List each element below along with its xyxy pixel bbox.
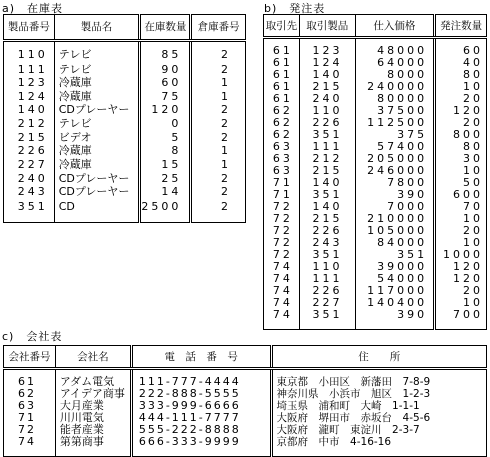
cell-company-name: 川川電気	[55, 412, 131, 424]
cell-warehouse-no: 1	[191, 90, 246, 104]
cell-phone: 111-777-4444	[131, 369, 271, 389]
order-header-row	[264, 15, 487, 38]
cell-product: 215	[299, 213, 355, 225]
cell-product-name: テレビ	[54, 41, 140, 63]
cell-order-qty: 120	[435, 105, 487, 117]
cell-product: 110	[299, 261, 355, 273]
inventory-row	[4, 172, 246, 186]
cell-product-name: 冷蔵庫	[54, 158, 140, 172]
cell-stock-qty: 15	[140, 158, 191, 172]
cell-phone: 222-888-5555	[131, 388, 271, 400]
inventory-row	[4, 158, 246, 172]
cell-product: 240	[299, 93, 355, 105]
inventory-row	[4, 199, 246, 222]
company-header-id: 会社番号	[4, 346, 56, 369]
cell-stock-qty: 2500	[140, 199, 191, 222]
cell-product-no: 227	[17, 157, 48, 171]
company-row	[4, 369, 487, 389]
cell-product: 215	[299, 165, 355, 177]
inventory-header-product-no: 製品番号	[4, 15, 55, 41]
cell-order-qty: 60	[435, 38, 487, 58]
cell-warehouse-no: 2	[191, 199, 246, 222]
cell-price: 112500	[355, 117, 435, 129]
cell-price: 8000	[355, 69, 435, 81]
cell-product: 351	[299, 129, 355, 141]
inventory-header-product-name: 製品名	[54, 15, 140, 41]
inventory-table-body	[4, 41, 246, 223]
cell-product-no: 226	[17, 144, 48, 158]
cell-company-name: 能者産業	[55, 424, 131, 436]
cell-address: 神奈川県 小浜市 旭区 1-2-3	[271, 388, 486, 400]
cell-company-name: 大月産業	[55, 400, 131, 412]
cell-company-id: 72	[18, 423, 36, 436]
cell-price: 205000	[355, 153, 435, 165]
inventory-header-stock-qty: 在庫数量	[140, 15, 191, 41]
cell-order-qty: 20	[435, 117, 487, 129]
cell-supplier: 71	[272, 188, 293, 201]
cell-price: 7000	[355, 201, 435, 213]
cell-product: 212	[299, 153, 355, 165]
cell-supplier: 61	[272, 92, 293, 105]
order-table	[263, 14, 487, 330]
cell-company-name: アダム電気	[55, 369, 131, 389]
inventory-row	[4, 63, 246, 77]
cell-warehouse-no: 1	[191, 145, 246, 159]
cell-price: 246000	[355, 165, 435, 177]
cell-product: 140	[299, 201, 355, 213]
cell-stock-qty: 25	[140, 172, 191, 186]
order-row	[264, 38, 487, 58]
cell-company-id: 61	[18, 375, 36, 388]
cell-order-qty: 10	[435, 237, 487, 249]
cell-company-id: 63	[18, 399, 36, 412]
cell-product-no: 140	[17, 103, 48, 117]
cell-address: 埼玉県 浦和町 大崎 1-1-1	[271, 400, 486, 412]
cell-stock-qty: 75	[140, 90, 191, 104]
inventory-row	[4, 131, 246, 145]
cell-order-qty: 20	[435, 285, 487, 297]
cell-order-qty: 800	[435, 129, 487, 141]
cell-warehouse-no: 2	[191, 131, 246, 145]
cell-warehouse-no: 2	[191, 117, 246, 131]
cell-product-name: CDプレーヤー	[54, 172, 140, 186]
cell-product-name: テレビ	[54, 117, 140, 131]
cell-warehouse-no: 2	[191, 172, 246, 186]
cell-price: 37500	[355, 105, 435, 117]
cell-product-no: 215	[17, 130, 48, 144]
cell-price: 39000	[355, 261, 435, 273]
cell-supplier: 72	[272, 200, 293, 213]
cell-price: 7800	[355, 177, 435, 189]
section-b-label: b) 発注表	[264, 2, 326, 15]
inventory-row	[4, 41, 246, 63]
cell-company-id: 62	[18, 387, 36, 400]
cell-price: 390	[355, 309, 435, 330]
cell-order-qty: 10	[435, 81, 487, 93]
cell-product-no: 212	[17, 117, 48, 131]
order-header-price: 仕入価格	[355, 15, 435, 38]
cell-supplier: 72	[272, 248, 293, 261]
cell-product-no: 124	[17, 89, 48, 103]
cell-product-name: CD	[54, 199, 140, 222]
cell-product: 110	[299, 105, 355, 117]
cell-order-qty: 120	[435, 261, 487, 273]
cell-product: 215	[299, 81, 355, 93]
cell-product-name: ビデオ	[54, 131, 140, 145]
cell-supplier: 62	[272, 128, 293, 141]
order-table-body	[264, 38, 487, 330]
cell-product-no: 240	[17, 171, 48, 185]
cell-product-no: 351	[17, 199, 48, 213]
cell-price: 240000	[355, 81, 435, 93]
cell-price: 140400	[355, 297, 435, 309]
cell-supplier: 62	[272, 104, 293, 117]
cell-order-qty: 40	[435, 57, 487, 69]
order-header-order-qty: 発注数量	[435, 15, 487, 38]
inventory-row	[4, 185, 246, 199]
cell-stock-qty: 8	[140, 145, 191, 159]
cell-supplier: 62	[272, 116, 293, 129]
cell-supplier: 61	[272, 80, 293, 93]
cell-address: 大阪府 瀧町 東淀川 2-3-7	[271, 424, 486, 436]
cell-address: 東京都 小田区 新藩田 7-8-9	[271, 369, 486, 389]
cell-warehouse-no: 2	[191, 63, 246, 77]
cell-price: 117000	[355, 285, 435, 297]
cell-stock-qty: 0	[140, 117, 191, 131]
cell-order-qty: 80	[435, 141, 487, 153]
cell-order-qty: 600	[435, 189, 487, 201]
cell-stock-qty: 90	[140, 63, 191, 77]
cell-product: 226	[299, 225, 355, 237]
cell-order-qty: 10	[435, 297, 487, 309]
inventory-row	[4, 90, 246, 104]
inventory-row	[4, 76, 246, 90]
cell-company-id: 71	[18, 411, 36, 424]
cell-product: 351	[299, 309, 355, 330]
cell-order-qty: 10	[435, 165, 487, 177]
cell-order-qty: 30	[435, 153, 487, 165]
order-row	[264, 165, 487, 177]
company-header-name: 会社名	[55, 346, 131, 369]
cell-product: 226	[299, 285, 355, 297]
cell-product-name: 冷蔵庫	[54, 145, 140, 159]
cell-product-no: 111	[17, 62, 48, 76]
cell-product: 140	[299, 69, 355, 81]
cell-product-no: 110	[17, 48, 48, 62]
company-table	[3, 345, 487, 457]
cell-order-qty: 120	[435, 273, 487, 285]
cell-phone: 333-999-6666	[131, 400, 271, 412]
cell-supplier: 61	[272, 44, 293, 57]
cell-supplier: 63	[272, 140, 293, 153]
cell-product: 140	[299, 177, 355, 189]
cell-price: 57400	[355, 141, 435, 153]
cell-price: 54000	[355, 273, 435, 285]
cell-address: 京都府 中市 4-16-16	[271, 436, 486, 457]
cell-supplier: 74	[272, 260, 293, 273]
cell-product-name: CDプレーヤー	[54, 104, 140, 118]
cell-warehouse-no: 2	[191, 185, 246, 199]
cell-warehouse-no: 2	[191, 104, 246, 118]
cell-order-qty: 50	[435, 177, 487, 189]
cell-product: 227	[299, 297, 355, 309]
cell-stock-qty: 5	[140, 131, 191, 145]
cell-stock-qty: 120	[140, 104, 191, 118]
cell-product: 111	[299, 273, 355, 285]
cell-price: 375	[355, 129, 435, 141]
cell-stock-qty: 85	[140, 41, 191, 63]
inventory-table	[3, 14, 246, 223]
order-row	[264, 225, 487, 237]
cell-phone: 555-222-8888	[131, 424, 271, 436]
cell-supplier: 63	[272, 164, 293, 177]
cell-product: 226	[299, 117, 355, 129]
inventory-row	[4, 104, 246, 118]
order-row	[264, 81, 487, 93]
cell-order-qty: 10	[435, 213, 487, 225]
order-header-supplier: 取引先	[264, 15, 300, 38]
cell-warehouse-no: 1	[191, 76, 246, 90]
cell-order-qty: 70	[435, 201, 487, 213]
cell-phone: 666-333-9999	[131, 436, 271, 457]
cell-supplier: 74	[272, 284, 293, 297]
cell-price: 390	[355, 189, 435, 201]
cell-phone: 444-111-7777	[131, 412, 271, 424]
company-header-row	[4, 346, 487, 369]
cell-order-qty: 20	[435, 93, 487, 105]
company-header-phone: 電 話 番 号	[131, 346, 271, 369]
section-c-label: c) 会社表	[2, 330, 63, 343]
company-row	[4, 436, 487, 457]
inventory-row	[4, 145, 246, 159]
inventory-header-row	[4, 15, 246, 41]
order-row	[264, 129, 487, 141]
cell-address: 大阪府 堺田市 赤坂台 4-5-6	[271, 412, 486, 424]
cell-supplier: 61	[272, 68, 293, 81]
cell-product: 111	[299, 141, 355, 153]
cell-supplier: 61	[272, 56, 293, 69]
cell-price: 64000	[355, 57, 435, 69]
cell-price: 351	[355, 249, 435, 261]
cell-order-qty: 80	[435, 69, 487, 81]
company-header-address: 住 所	[271, 346, 486, 369]
cell-company-id: 74	[18, 435, 36, 448]
section-a-label: a) 在庫表	[2, 2, 64, 15]
cell-supplier: 74	[272, 296, 293, 309]
cell-product-name: 冷蔵庫	[54, 76, 140, 90]
order-row	[264, 57, 487, 69]
cell-price: 210000	[355, 213, 435, 225]
order-row	[264, 189, 487, 201]
cell-supplier: 72	[272, 212, 293, 225]
cell-price: 48000	[355, 38, 435, 58]
inventory-header-warehouse-no: 倉庫番号	[191, 15, 246, 41]
order-header-product: 取引製品	[299, 15, 355, 38]
cell-warehouse-no: 2	[191, 41, 246, 63]
cell-price: 84000	[355, 237, 435, 249]
cell-supplier: 72	[272, 236, 293, 249]
cell-product-name: テレビ	[54, 63, 140, 77]
cell-company-name: 第第商事	[55, 436, 131, 457]
cell-price: 80000	[355, 93, 435, 105]
cell-supplier: 72	[272, 224, 293, 237]
cell-product: 123	[299, 38, 355, 58]
cell-price: 105000	[355, 225, 435, 237]
cell-warehouse-no: 1	[191, 158, 246, 172]
cell-supplier: 74	[272, 308, 293, 321]
cell-order-qty: 1000	[435, 249, 487, 261]
company-table-body	[4, 369, 487, 457]
cell-product: 351	[299, 249, 355, 261]
cell-supplier: 63	[272, 152, 293, 165]
cell-stock-qty: 60	[140, 76, 191, 90]
inventory-row	[4, 117, 246, 131]
cell-product-name: 冷蔵庫	[54, 90, 140, 104]
cell-product: 243	[299, 237, 355, 249]
cell-product-name: CDプレーヤー	[54, 185, 140, 199]
cell-order-qty: 700	[435, 309, 487, 330]
cell-product: 351	[299, 189, 355, 201]
cell-order-qty: 20	[435, 225, 487, 237]
cell-product-no: 243	[17, 185, 48, 199]
cell-product-no: 123	[17, 76, 48, 90]
order-row	[264, 309, 487, 330]
cell-stock-qty: 14	[140, 185, 191, 199]
cell-supplier: 74	[272, 272, 293, 285]
cell-supplier: 71	[272, 176, 293, 189]
cell-product: 124	[299, 57, 355, 69]
cell-company-name: アイデア商事	[55, 388, 131, 400]
